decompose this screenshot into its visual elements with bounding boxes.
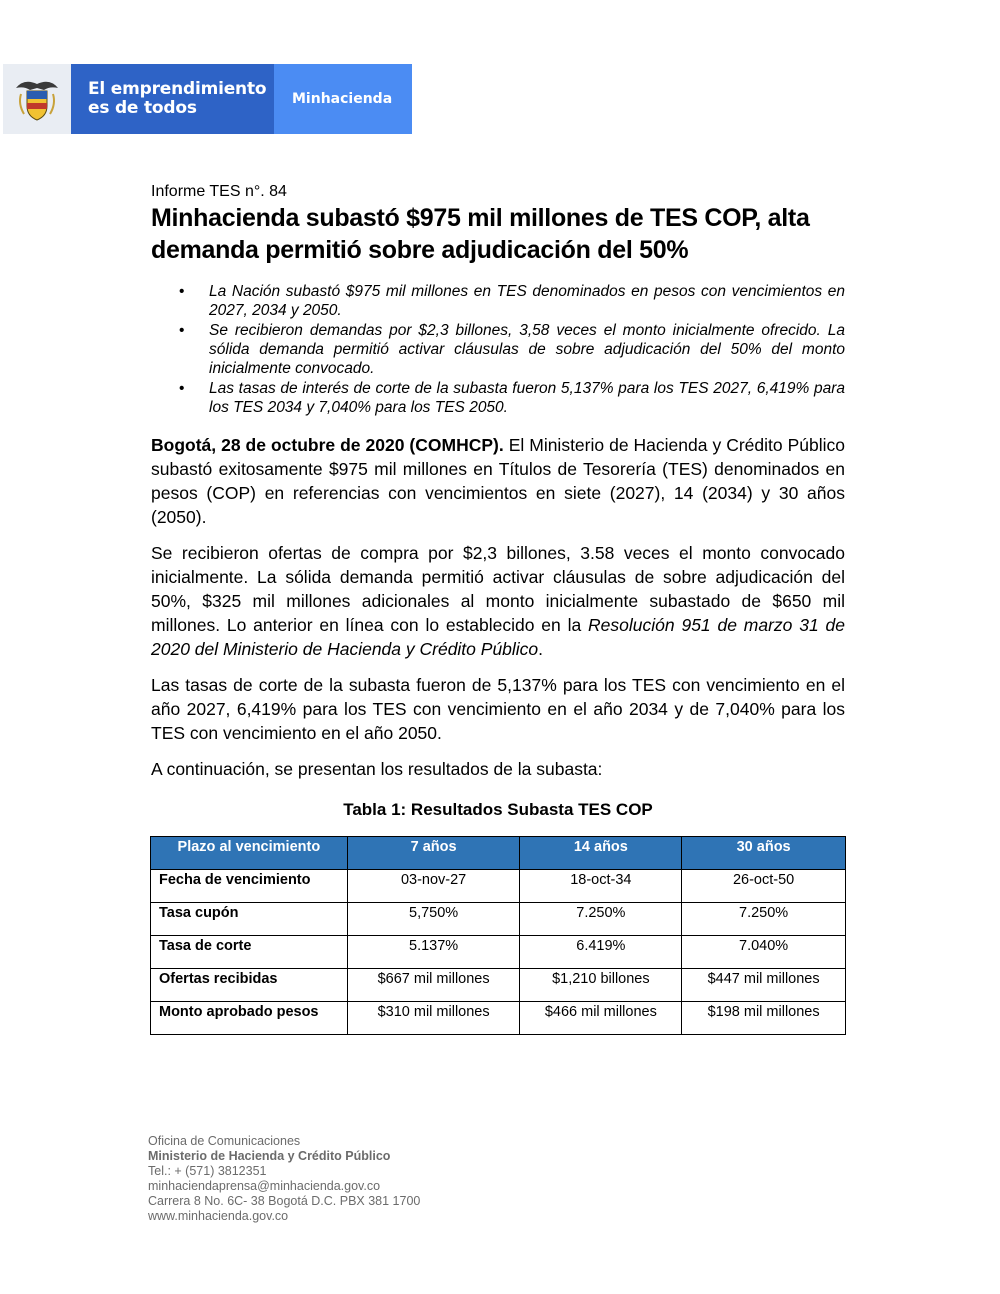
paragraph-results-intro: A continuación, se presentan los resultados de la subasta: xyxy=(151,759,603,779)
table-cell: 5,750% xyxy=(347,903,520,936)
table-cell: 7.040% xyxy=(682,936,846,969)
table-cell: 6.419% xyxy=(520,936,682,969)
bullet-text: Las tasas de interés de corte de la subasta fueron 5,137% para los TES 2027, 6,419% para los TES 2034 y 7,040% para los TES 2050. xyxy=(209,380,845,416)
table-cell: $667 mil millones xyxy=(347,969,520,1002)
government-logo-banner xyxy=(3,64,412,134)
table-row xyxy=(151,1002,846,1035)
table-title: Tabla 1: Resultados Subasta TES COP xyxy=(343,800,653,819)
table-cell: 18-oct-34 xyxy=(520,870,682,903)
footer-contact xyxy=(148,1134,420,1224)
column-header: Plazo al vencimiento xyxy=(151,837,348,870)
bullet-text: La Nación subastó $975 mil millones en TES denominados en pesos con vencimientos en 2027, 2034 y 2050. xyxy=(209,283,845,319)
bullet-text: Se recibieron demandas por $2,3 billones, 3,58 veces el monto inicialmente ofrecido. La sólida demanda permitió activar cláusulas de sobre adjudicación del 50% del monto inicialmente convocado. xyxy=(209,322,845,377)
logo-slogan-line1: El emprendimiento xyxy=(88,79,267,99)
row-label: Fecha de vencimiento xyxy=(151,870,348,903)
headline: Minhacienda subastó $975 mil millones de TES COP, alta demanda permitió sobre adjudicación del 50% xyxy=(151,204,810,264)
table-cell: $447 mil millones xyxy=(682,969,846,1002)
colombia-coat-of-arms-icon xyxy=(3,64,71,134)
paragraph-demand xyxy=(151,541,845,661)
logo-slogan xyxy=(71,64,274,134)
table-cell: 03-nov-27 xyxy=(347,870,520,903)
logo-slogan-line2: es de todos xyxy=(88,98,197,118)
column-header: 30 años xyxy=(682,837,846,870)
table-cell: $310 mil millones xyxy=(347,1002,520,1035)
table-cell: $466 mil millones xyxy=(520,1002,682,1035)
bullet-icon: • xyxy=(179,283,185,300)
table-row xyxy=(151,870,846,903)
footer-email: minhaciendaprensa@minhacienda.gov.co xyxy=(148,1179,381,1193)
row-label: Ofertas recibidas xyxy=(151,969,348,1002)
resolution-reference: Resolución 951 de marzo 31 de 2020 del Ministerio de Hacienda y Crédito Público xyxy=(151,615,845,659)
paragraph-intro xyxy=(151,433,845,529)
report-number: Informe TES n°. 84 xyxy=(151,183,287,200)
paragraph-demand-text: Se recibieron ofertas de compra por $2,3 billones, 3.58 veces el monto convocado inicialmente. La sólida demanda permitió activar cláusulas de sobre adjudicación del 50%, $325 mil millones adicionales al monto inicialmente subastado de $650 mil millones. Lo anterior en línea con lo establecido en la xyxy=(151,543,845,635)
paragraph-demand-end: . xyxy=(538,639,544,659)
table-row xyxy=(151,936,846,969)
table-cell: 5.137% xyxy=(347,936,520,969)
summary-bullet-1 xyxy=(151,282,845,320)
table-cell: 7.250% xyxy=(682,903,846,936)
table-cell: 7.250% xyxy=(520,903,682,936)
auction-results-table xyxy=(150,836,846,1035)
row-label: Monto aprobado pesos xyxy=(151,1002,348,1035)
table-cell: $1,210 billones xyxy=(520,969,682,1002)
summary-bullet-3 xyxy=(151,379,845,417)
footer-website: www.minhacienda.gov.co xyxy=(148,1209,289,1223)
column-header: 14 años xyxy=(520,837,682,870)
row-label: Tasa cupón xyxy=(151,903,348,936)
table-row xyxy=(151,903,846,936)
dateline: Bogotá, 28 de octubre de 2020 (COMHCP). xyxy=(151,435,504,455)
paragraph-rates: Las tasas de corte de la subasta fueron de 5,137% para los TES con vencimiento en el año 2027, 6,419% para los TES con vencimiento en el año 2034 y de 7,040% para los TES con vencimiento en el año 2050. xyxy=(151,675,845,743)
footer-phone: Tel.: + (571) 3812351 xyxy=(148,1164,267,1178)
table-cell: $198 mil millones xyxy=(682,1002,846,1035)
column-header: 7 años xyxy=(347,837,520,870)
logo-ministry-name: Minhacienda xyxy=(274,64,412,134)
summary-bullet-2 xyxy=(151,321,845,378)
row-label: Tasa de corte xyxy=(151,936,348,969)
bullet-icon: • xyxy=(179,322,185,339)
table-cell: 26-oct-50 xyxy=(682,870,846,903)
paragraph-intro-text: El Ministerio de Hacienda y Crédito Público subastó exitosamente $975 mil millones en Títulos de Tesorería (TES) denominados en pesos (COP) en referencias con vencimientos en siete (2027), 14 (2034) y 30 años (2050). xyxy=(151,435,845,527)
summary-bullets xyxy=(151,282,845,418)
bullet-icon: • xyxy=(179,380,185,397)
table-row xyxy=(151,969,846,1002)
footer-address: Carrera 8 No. 6C- 38 Bogotá D.C. PBX 381 1700 xyxy=(148,1194,421,1208)
footer-ministry: Ministerio de Hacienda y Crédito Público xyxy=(148,1149,391,1163)
table-header-row xyxy=(151,837,846,870)
footer-office: Oficina de Comunicaciones xyxy=(148,1134,301,1148)
